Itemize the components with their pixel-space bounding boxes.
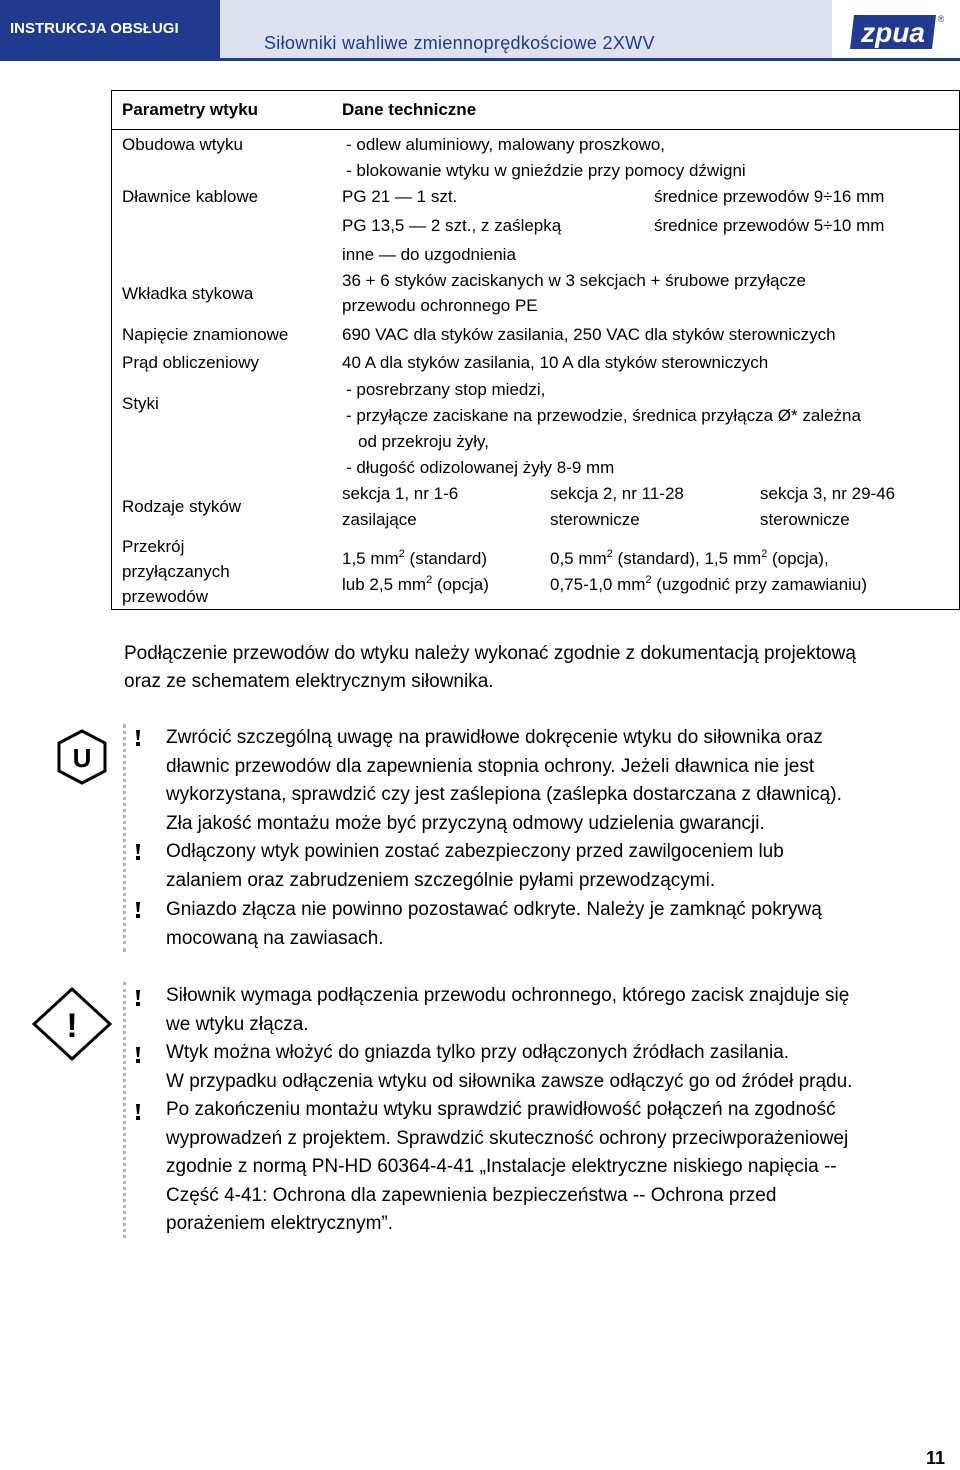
col2-header: Dane techniczne: [342, 100, 477, 119]
caution-bullet-icon: [132, 844, 144, 860]
warning-bullet-icon: [132, 1047, 144, 1063]
caution-icon-letter: U: [72, 743, 92, 773]
rodzaje-label: Rodzaje styków: [122, 497, 242, 516]
obudowa-line: - odlew aluminiowy, malowany proszkowo,: [346, 135, 666, 154]
dlawnice-other: inne — do uzgodnienia: [342, 245, 516, 264]
obudowa-label: Obudowa wtyku: [122, 135, 243, 154]
section-2-type: sterownicze: [550, 510, 640, 529]
dlawnice-pg21: PG 21 — 1 szt.: [342, 187, 458, 206]
warning-icon-symbol: !: [66, 1007, 78, 1045]
caution-bullet-icon: [132, 730, 144, 746]
styki-line: - posrebrzany stop miedzi,: [346, 380, 546, 399]
note-line: oraz ze schematem elektrycznym siłownika.: [124, 671, 494, 692]
dlawnice-label: Dławnice kablowe: [122, 187, 259, 206]
note-line: Podłączenie przewodów do wtyku należy wykonać zgodnie z dokumentacją projektową: [124, 643, 856, 664]
dlawnice-pg13: PG 13,5 — 2 szt., z zaślepką: [342, 216, 562, 235]
section-1-title: sekcja 1, nr 1-6: [342, 484, 459, 503]
col1-header: Parametry wtyku: [122, 100, 259, 119]
zpua-logo: [848, 13, 944, 51]
section-3-title: sekcja 3, nr 29-46: [760, 484, 896, 503]
przekroj-label: przyłączanych: [122, 562, 230, 581]
section-2-title: sekcja 2, nr 11-28: [550, 484, 684, 503]
caution-margin-line: [123, 724, 126, 952]
connection-note: [124, 640, 954, 696]
prad-label: Prąd obliczeniowy: [122, 353, 260, 372]
styki-line: - przyłącze zaciskane na przewodzie, średnica przyłącza Ø* zależna: [346, 406, 861, 425]
warning-margin-line: [123, 982, 126, 1238]
power-cross-section: 1,5 $mm^2$ (standard): [342, 548, 488, 568]
napiecie-value: 690 VAC dla styków zasilania, 250 VAC dla styków sterowniczych: [342, 325, 836, 344]
styki-label: Styki: [122, 394, 159, 413]
spec-table: [111, 90, 960, 610]
dlawnice-pg13-diam: średnice przewodów 5÷10 mm: [654, 216, 885, 235]
wkladka-label: Wkładka stykowa: [122, 284, 254, 303]
caution-u-icon: [55, 728, 109, 786]
dlawnice-pg21-diam: średnice przewodów 9÷16 mm: [654, 187, 885, 206]
przekroj-label: przewodów: [122, 587, 208, 606]
wkladka-line: przewodu ochronnego PE: [342, 296, 538, 315]
styki-line: od przekroju żyły,: [358, 432, 490, 451]
section-1-type: zasilające: [342, 510, 417, 529]
page-header: [0, 0, 960, 62]
logo-text: zpua: [861, 17, 925, 48]
warning-icon: [30, 985, 114, 1063]
registered-mark: ®: [937, 14, 944, 24]
section-3-type: sterownicze: [760, 510, 850, 529]
document-title: Siłowniki wahliwe zmiennoprędkościowe 2XWV: [264, 33, 655, 53]
caution-item: Zwrócić szczególną uwagę na prawidłowe dokręcenie wtyku do siłownika oraz dławnic przewodów dla zapewnienia stopnia ochrony. Jeżeli dławnica nie jest wykorzystana, sprawdzić czy jest zaślepiona (zaślepka dostarczana z dławnicą). Zła jakość montażu może być przyczyną odmowy udzielenia gwarancji.: [166, 727, 842, 834]
header-divider: [112, 129, 959, 130]
manual-label: INSTRUKCJA OBSŁUGI: [0, 0, 220, 58]
styki-line: - długość odizolowanej żyły 8-9 mm: [346, 458, 615, 477]
caution-item: Gniazdo złącza nie powinno pozostawać odkryte. Należy je zamknąć pokrywą mocowaną na zawiasach.: [166, 899, 822, 949]
caution-bullet-icon: [132, 902, 144, 918]
warning-item: Po zakończeniu montażu wtyku sprawdzić prawidłowość połączeń na zgodność wyprowadzeń z projektem. Sprawdzić skuteczność ochrony przeciwporażeniowej zgodnie z normą PN-HD 60364-4-41 „Instalacje elektryczne niskiego napięcia -- Część 4-41: Ochrona dla zapewnienia bezpieczeństwa -- Ochrona przed porażeniem elektrycznym”.: [166, 1099, 849, 1234]
prad-value: 40 A dla styków zasilania, 10 A dla styków sterowniczych: [342, 353, 769, 372]
warning-bullet-icon: [132, 1104, 144, 1120]
napiecie-label: Napięcie znamionowe: [122, 325, 289, 344]
wkladka-line: 36 + 6 styków zaciskanych w 3 sekcjach + śrubowe przyłącze: [342, 271, 806, 290]
control-cross-section: 0,5 $mm^2$ (standard), 1,5 $mm^2$ (opcja),: [550, 548, 829, 568]
page-number: 11: [926, 1448, 946, 1468]
warning-item: Wtyk można włożyć do gniazda tylko przy odłączonych źródłach zasilania. W przypadku odłączenia wtyku od siłownika zawsze odłączyć go od źródeł prądu.: [166, 1042, 853, 1092]
header-rule: [0, 58, 960, 61]
warning-bullet-icon: [132, 990, 144, 1006]
przekroj-label: Przekrój: [122, 537, 185, 556]
control-cross-section-option: 0,75-1,0 $mm^2$ (uzgodnić przy zamawianiu): [550, 574, 867, 594]
obudowa-line: - blokowanie wtyku w gnieździe przy pomocy dźwigni: [346, 161, 746, 180]
power-cross-section-option: lub 2,5 $mm^2$ (opcja): [342, 574, 489, 594]
warning-item: Siłownik wymaga podłączenia przewodu ochronnego, którego zacisk znajduje się we wtyku złącza.: [166, 985, 850, 1035]
caution-item: Odłączony wtyk powinien zostać zabezpieczony przed zawilgoceniem lub zalaniem oraz zabrudzeniem szczególnie pyłami przewodzącymi.: [166, 841, 784, 891]
